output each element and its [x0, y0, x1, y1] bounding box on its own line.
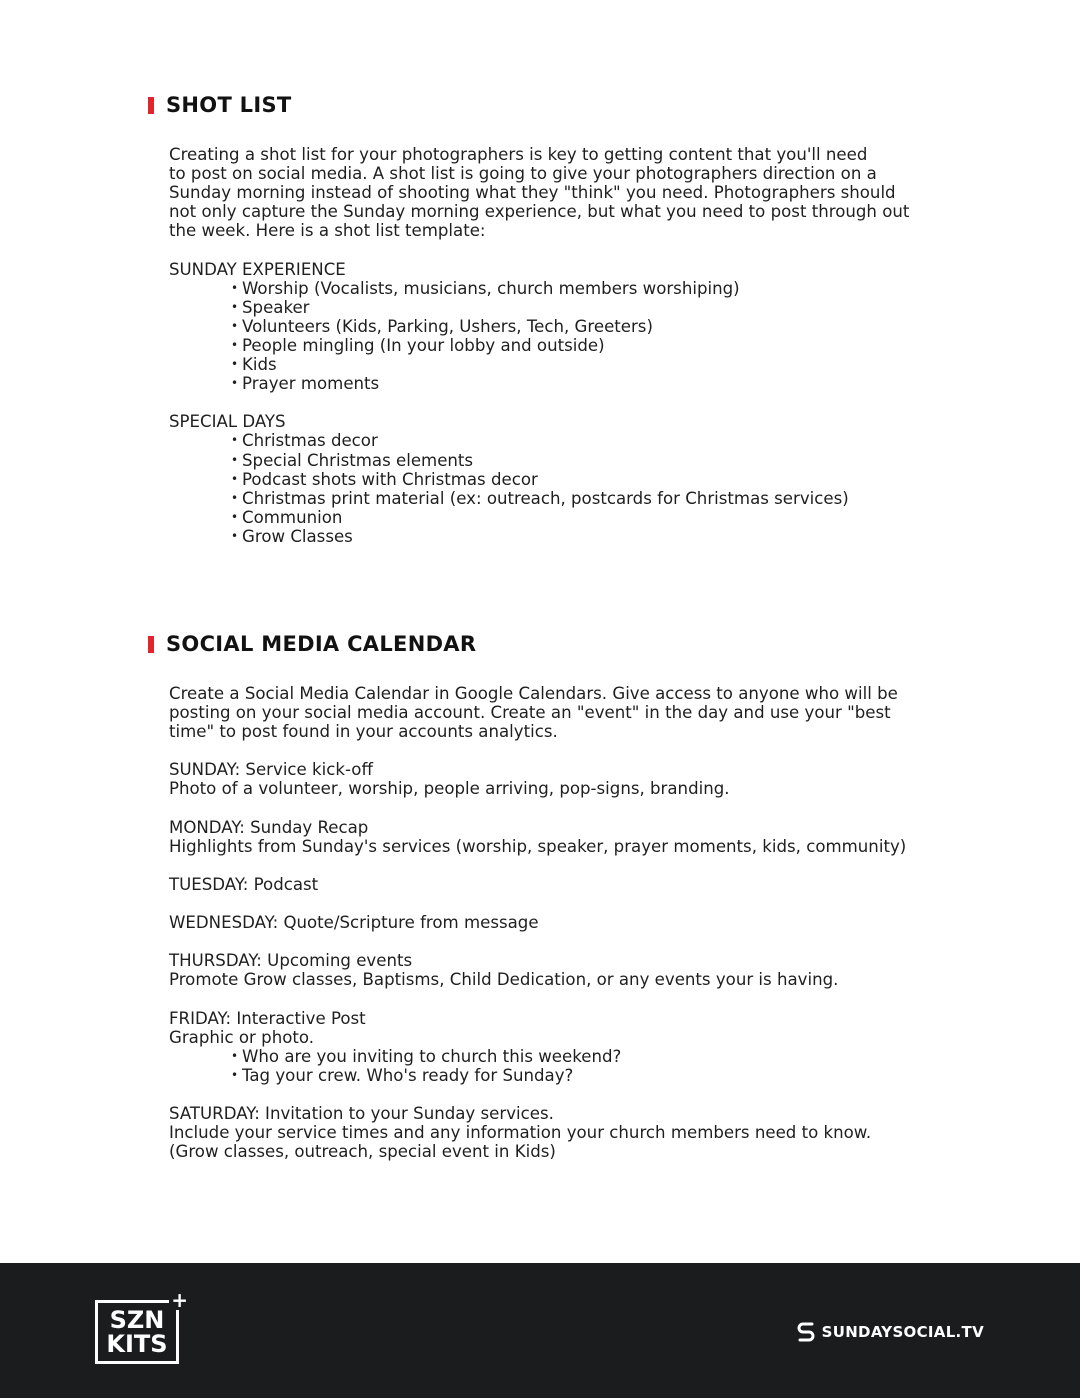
list-item: • Who are you inviting to church this weekend?: [231, 1047, 999, 1066]
list-item: • People mingling (In your lobby and outside): [231, 336, 999, 355]
footer: [0, 1263, 1080, 1398]
list-item: • Kids: [231, 355, 999, 374]
list-item: • Podcast shots with Christmas decor: [231, 470, 999, 489]
intro-line: Creating a shot list for your photographers is key to getting content that you'll need: [169, 145, 868, 164]
day-monday: [169, 818, 999, 856]
intro-line: the week. Here is a shot list template:: [169, 221, 486, 241]
day-sunday: [169, 760, 999, 798]
day-heading: FRIDAY: Interactive Post: [169, 1008, 366, 1028]
calendar-heading: [148, 632, 476, 656]
calendar-intro: [169, 684, 999, 741]
list-item: • Worship (Vocalists, musicians, church members worshiping): [231, 279, 999, 298]
day-line: Include your service times and any information your church members need to know.: [169, 1123, 872, 1143]
intro-line: Create a Social Media Calendar in Google Calendars. Give access to anyone who will be: [169, 684, 898, 703]
accent-bar: [148, 97, 154, 114]
day-heading: SATURDAY: Invitation to your Sunday services.: [169, 1104, 554, 1124]
intro-line: to post on social media. A shot list is going to give your photographers direction on a: [169, 164, 877, 184]
bullet-list: [169, 279, 999, 394]
bullet-list: [169, 1047, 999, 1085]
day-wednesday: [169, 913, 999, 932]
day-tuesday: [169, 875, 999, 894]
group-heading: SPECIAL DAYS: [169, 412, 286, 432]
day-line: Promote Grow classes, Baptisms, Child Dedication, or any events your is having.: [169, 970, 839, 990]
group-heading: SUNDAY EXPERIENCE: [169, 259, 346, 279]
shot-list-intro: [169, 145, 999, 240]
brand-link[interactable]: [796, 1320, 984, 1344]
day-line: (Grow classes, outreach, special event in Kids): [169, 1142, 556, 1162]
list-item: • Tag your crew. Who's ready for Sunday?: [231, 1066, 999, 1085]
logo-line: SZN: [109, 1306, 165, 1334]
intro-line: posting on your social media account. Create an "event" in the day and use your "best: [169, 703, 891, 723]
day-heading: THURSDAY: Upcoming events: [169, 951, 413, 971]
special-days-group: [169, 412, 999, 546]
szn-kits-logo: [95, 1288, 188, 1364]
day-heading: SUNDAY: Service kick-off: [169, 760, 373, 780]
day-saturday: [169, 1104, 999, 1161]
list-item: • Christmas decor: [231, 431, 999, 450]
shot-list-body: [169, 145, 999, 546]
list-item: • Grow Classes: [231, 527, 999, 546]
day-line: Photo of a volunteer, worship, people arriving, pop-signs, branding.: [169, 779, 730, 799]
shot-list-title: SHOT LIST: [166, 93, 292, 117]
sunday-experience-group: [169, 260, 999, 394]
list-item: • Christmas print material (ex: outreach, postcards for Christmas services): [231, 489, 999, 508]
day-thursday: [169, 951, 999, 989]
plus-icon: +: [171, 1288, 188, 1312]
intro-line: Sunday morning instead of shooting what they "think" you need. Photographers should: [169, 183, 896, 203]
intro-line: time" to post found in your accounts analytics.: [169, 722, 558, 742]
day-heading: TUESDAY: Podcast: [169, 874, 319, 894]
day-line: Graphic or photo.: [169, 1027, 315, 1047]
list-item: • Special Christmas elements: [231, 451, 999, 470]
logo-line: KITS: [106, 1330, 168, 1358]
day-friday: [169, 1009, 999, 1085]
day-heading: MONDAY: Sunday Recap: [169, 817, 369, 837]
calendar-title: SOCIAL MEDIA CALENDAR: [166, 632, 477, 656]
calendar-body: [169, 684, 999, 1161]
list-item: • Volunteers (Kids, Parking, Ushers, Tech, Greeters): [231, 317, 999, 336]
bullet-list: [169, 431, 999, 546]
intro-line: not only capture the Sunday morning experience, but what you need to post through out: [169, 202, 910, 222]
list-item: • Speaker: [231, 298, 999, 317]
shot-list-heading: [148, 93, 292, 117]
sunday-social-s-icon: [796, 1320, 816, 1344]
brand-text: SUNDAYSOCIAL.TV: [821, 1323, 984, 1341]
accent-bar: [148, 636, 154, 653]
list-item: • Prayer moments: [231, 374, 999, 393]
list-item: • Communion: [231, 508, 999, 527]
day-heading: WEDNESDAY: Quote/Scripture from message: [169, 913, 539, 933]
day-line: Highlights from Sunday's services (worship, speaker, prayer moments, kids, community): [169, 836, 907, 856]
